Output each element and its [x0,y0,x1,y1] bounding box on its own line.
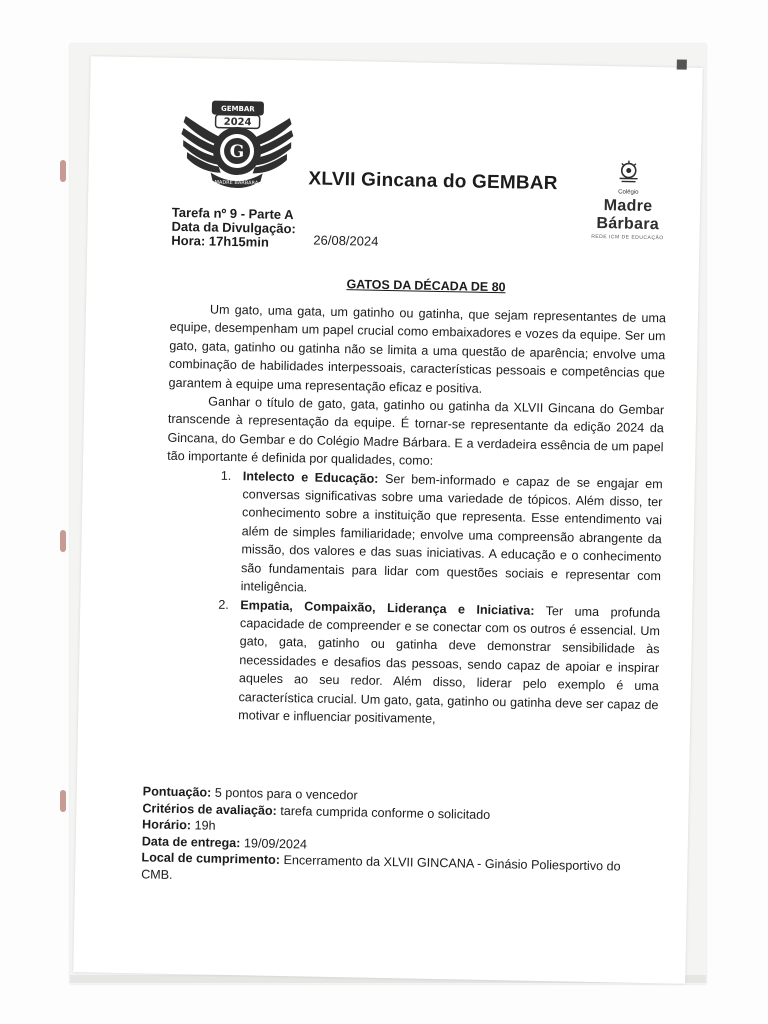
list-number: 2. [218,597,229,612]
criteria-value: tarefa cumprida conforme o solicitado [280,803,491,822]
list-heading: Intelecto e Educação: [242,468,379,486]
time-label: Horário: [141,817,192,833]
school-crest-icon [615,160,641,184]
document-page [73,56,702,984]
criteria-label: Critérios de avaliação: [142,800,277,818]
left-margin-marks [60,150,70,930]
list-heading: Empatia, Compaixão, Liderança e Iniciativa: [240,597,535,618]
emblem-bottom-text: MADRE BÁRBARA [214,179,259,187]
paragraph: Um gato, uma gata, um gatinho ou gatinha, que sejam representantes de uma equipe, desempenham um papel crucial como embaixadores e vozes da equipe. Ser um gato, gata, gatinho ou gatinha não se limita a uma questão de aparência; envolve uma combinação de habilidades interpessoais, características pessoais e competências que garantem à equipe uma representação eficaz e positiva. [168,302,667,396]
school-logo-sub: REDE ICM DE EDUCAÇÃO [591,233,664,242]
release-date: 26/08/2024 [313,232,379,249]
document-body [162,300,666,733]
event-title: XLVII Gincana do GEMBAR [308,168,558,195]
delivery-label: Data de entrega: [141,834,241,851]
location-label: Local de cumprimento: [141,850,281,868]
task-number: Tarefa nº 9 - Parte A [171,204,294,223]
score-label: Pontuação: [142,784,212,800]
emblem-top-text: GEMBAR [220,104,255,114]
emblem-letter: G [229,141,245,163]
school-logo [574,160,683,242]
location-value: Encerramento da XLVII GINCANA - Ginásio Poliesportivo do CMB. [141,853,621,882]
release-time: Hora: 17h15min [171,232,270,250]
task-details [141,783,655,892]
list-item [220,467,663,604]
delivery-value: 19/09/2024 [243,836,308,852]
list-text: Ser bem-informado e capaz de se engajar em conversas significativas sobre uma variedade de tópicos. Além disso, ter conhecimento sobre a instituição que representa. Esse entendimento vai além de simples familiaridade; envolve uma compreensão abrangente da missão, dos valores e das suas iniciativas. A educação e o conhecimento são fundamentais para lidar com questões sociais e representar com inteligência. [240,471,663,595]
task-info [171,206,296,250]
qualities-list [162,465,663,732]
list-item [218,596,661,733]
list-number: 1. [220,468,232,483]
school-logo-name: Madre Bárbara [596,197,660,234]
list-text: Ter uma profunda capacidade de compreender e se conectar com os outros é essencial. Um gato, gata, gatinho ou gatinha deve demonstrar sensibilidade às necessidades e desafios das pessoas, sendo capaz de apoiar e inspirar aqueles ao seu redor. Além disso, liderar pelo exemplo é uma característica crucial. Um gato, gata, gatinho ou gatinha deve ser capaz de motivar e influenciar positivamente, [238,603,661,726]
release-date-label: Data da Divulgação: [171,218,296,237]
emblem-year: 2024 [223,116,252,129]
gembar-emblem-logo [176,96,298,196]
time-value: 19h [194,818,216,833]
score-value: 5 pontos para o vencedor [214,785,358,803]
school-logo-top: Colégio [618,189,639,196]
document-title: GATOS DA DÉCADA DE 80 [346,277,506,295]
paragraph: Ganhar o título de gato, gata, gatinho ou gatinha da XLVII Gincana do Gembar transcende à representação da equipe. É tornar-se representante da edição 2024 da Gincana, do Gembar e do Colégio Madre Bárbara. E a verdadeira essência de um papel tão importante é definida por qualidades, como: [167,394,665,469]
